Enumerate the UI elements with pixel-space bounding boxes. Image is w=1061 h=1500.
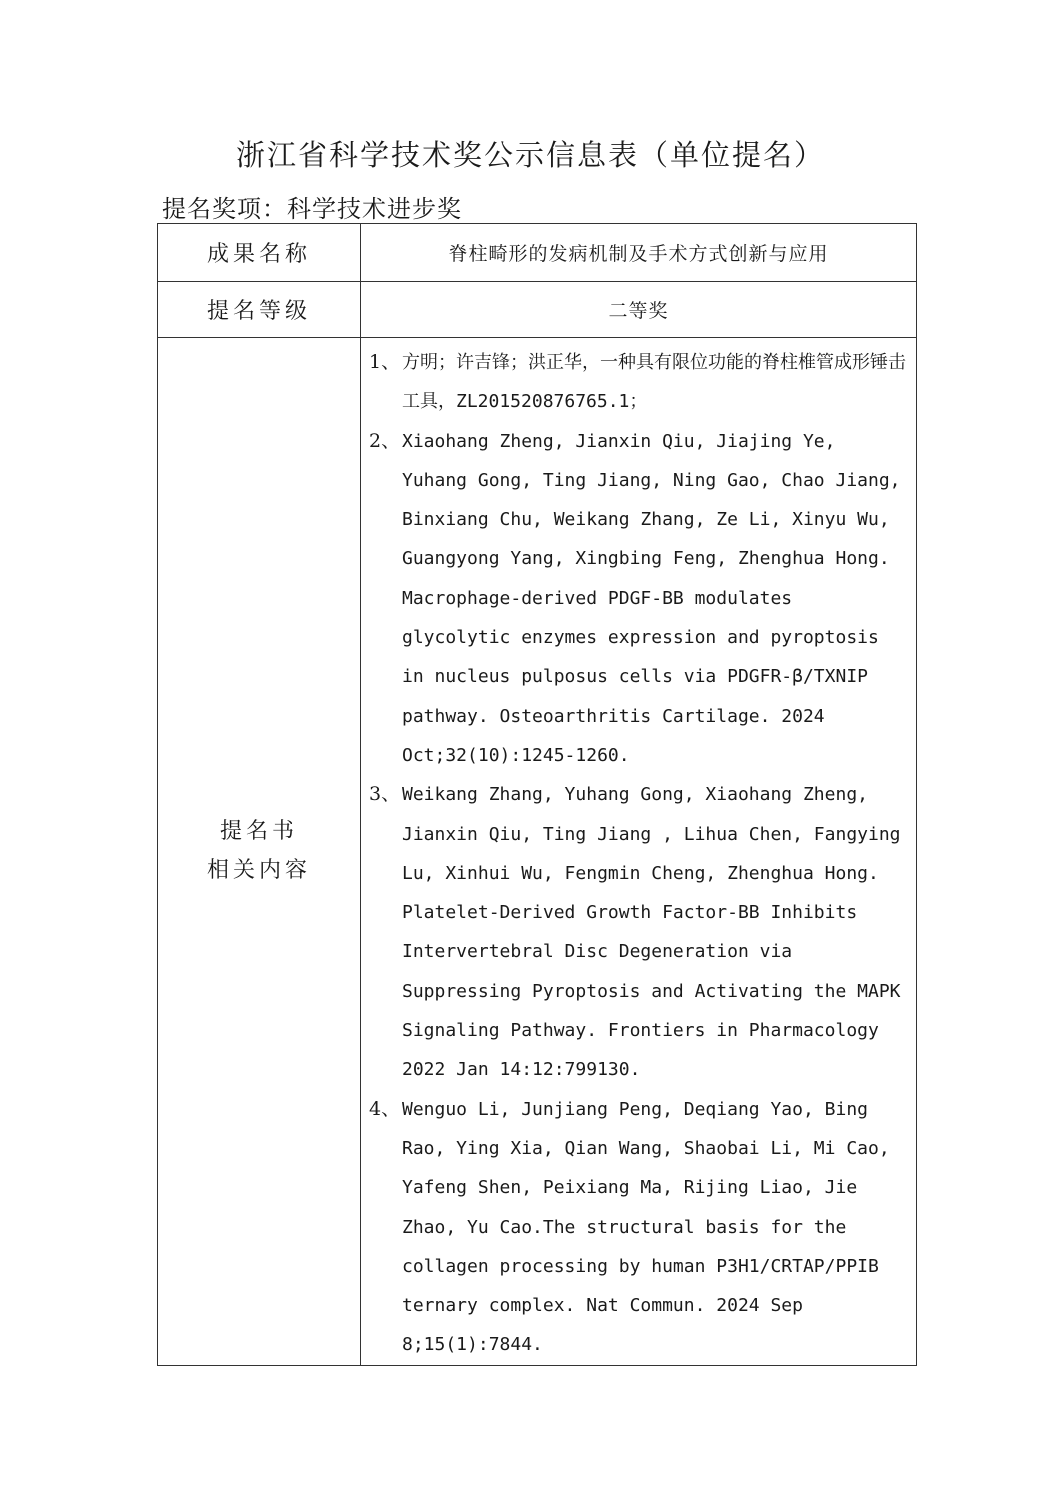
reference-text: 方明；许吉锋；洪正华，一种具有限位功能的脊柱椎管成形锤击工具，ZL201520876765.1； xyxy=(402,352,906,413)
reference-text: Xiaohang Zheng, Jianxin Qiu, Jiajing Ye, Yuhang Gong, Ting Jiang, Ning Gao, Chao Jiang, Binxiang Chu, Weikang Zhang, Ze Li, Xinyu Wu, Guangyong Yang, Xingbing Feng, Zhenghua Hong. Macrophage-derived PDGF-BB modulates glycolytic enzymes expression and pyroptosis in nucleus pulposus cells via PDGFR-β/TXNIP pathway. Osteoarthritis Cartilage. 2024 Oct;32(10):1245-1260. xyxy=(402,430,901,766)
document-title: 浙江省科学技术奖公示信息表（单位提名） xyxy=(235,138,825,172)
table-row-related xyxy=(158,338,917,1366)
reference-text: Wenguo Li, Junjiang Peng, Deqiang Yao, Bing Rao, Ying Xia, Qian Wang, Shaobai Li, Mi Cao, Yafeng Shen, Peixiang Ma, Rijing Liao, Jie Zhao, Yu Cao.The structural basis for the collagen processing by human P3H1/CRTAP/PPIB ternary complex. Nat Commun. 2024 Sep 8;15(1):7844. xyxy=(402,1098,890,1356)
level-label: 提名等级 xyxy=(158,282,361,338)
award-category: 提名奖项：科学技术进步奖 xyxy=(162,195,462,223)
reference-number: 3、 xyxy=(369,783,401,806)
related-label xyxy=(158,338,361,1366)
reference-number: 4、 xyxy=(369,1097,401,1120)
related-label-line1: 提名书 xyxy=(219,819,298,845)
info-table xyxy=(157,223,917,1366)
reference-item xyxy=(369,775,908,1089)
achievement-value: 脊柱畸形的发病机制及手术方式创新与应用 xyxy=(361,224,917,282)
table-row-level xyxy=(158,282,917,338)
reference-item xyxy=(369,422,908,776)
reference-item xyxy=(369,1090,908,1365)
level-value: 二等奖 xyxy=(361,282,917,338)
references-cell xyxy=(361,338,917,1366)
related-label-line2: 相关内容 xyxy=(206,858,311,884)
achievement-label: 成果名称 xyxy=(158,224,361,282)
reference-number: 2、 xyxy=(369,429,401,452)
table-row-achievement xyxy=(158,224,917,282)
reference-item xyxy=(369,343,908,422)
reference-number: 1、 xyxy=(369,351,401,373)
reference-text: Weikang Zhang, Yuhang Gong, Xiaohang Zheng, Jianxin Qiu, Ting Jiang , Lihua Chen, Fangying Lu, Xinhui Wu, Fengmin Cheng, Zhenghua Hong. Platelet-Derived Growth Factor-BB Inhibits Intervertebral Disc Degeneration via Suppressing Pyroptosis and Activating the MAPK Signaling Pathway. Frontiers in Pharmacology 2022 Jan 14:12:799130. xyxy=(402,784,901,1081)
